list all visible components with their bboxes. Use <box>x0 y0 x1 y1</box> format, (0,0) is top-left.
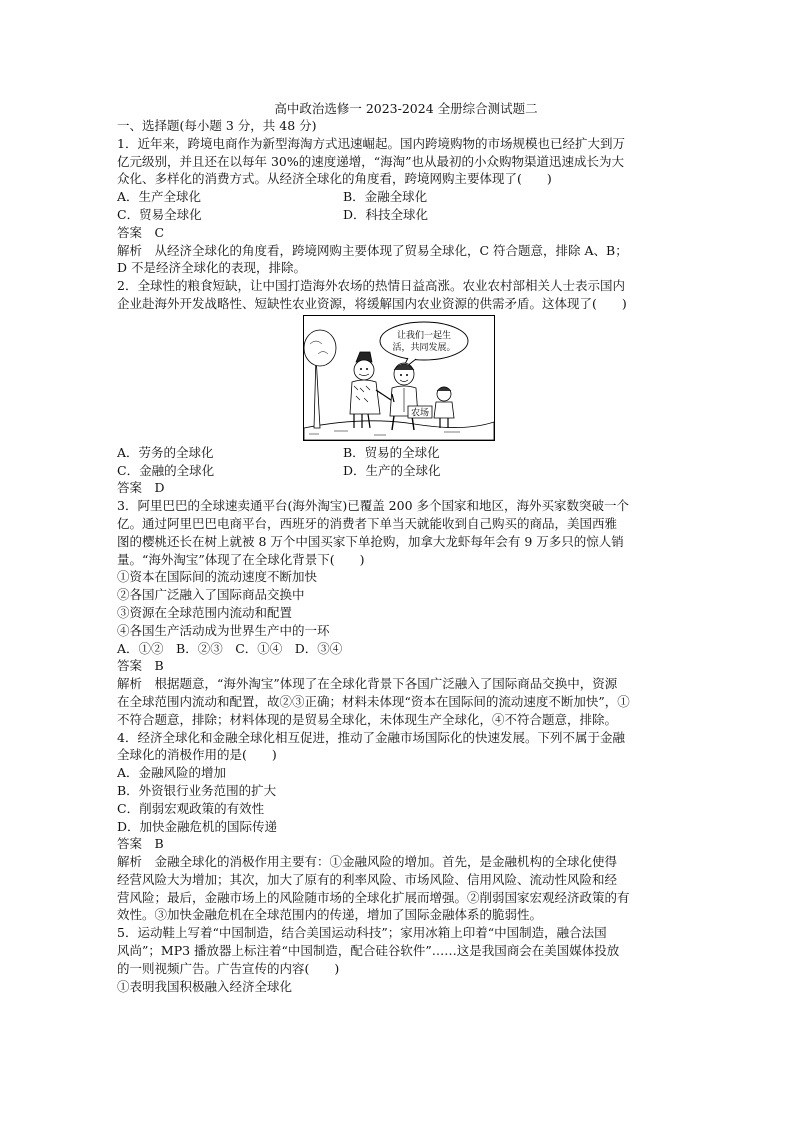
q3-stem-line: 3．阿里巴巴的全球速卖通平台(海外淘宝)已覆盖 200 多个国家和地区，海外买家数突破一个 <box>117 498 630 514</box>
q4-analysis-line: 经营风险大为增加；其次，加大了原有的利率风险、市场风险、信用风险、流动性风险和经 <box>117 871 618 887</box>
bubble-line-2: 活，共同发展。 <box>392 342 456 353</box>
q5-stem-line: 5．运动鞋上写着“中国制造，结合美国运动科技”；家用冰箱上印着“中国制造，融合法国 <box>117 925 607 941</box>
q5-stem-line: 风尚”；MP3 播放器上标注着“中国制造，配合硅谷软件”……这是我国商会在美国媒体投放 <box>117 943 620 959</box>
q1-option-a: A．生产全球化 <box>117 189 202 205</box>
q4-option-b: B．外资银行业务范围的扩大 <box>117 782 277 798</box>
q4-option-d: D．加快金融危机的国际传递 <box>117 818 278 834</box>
q1-analysis-line: D 不是经济全球化的表现，排除。 <box>117 260 306 276</box>
question-5 <box>117 924 680 995</box>
q1-option-c: C．贸易全球化 <box>117 206 202 222</box>
q4-analysis-line: 效性。③加快金融危机在全球范围内的传递，增加了国际金融体系的脆弱性。 <box>117 907 543 923</box>
q3-options: A．①② B．②③ C．①④ D．③④ <box>117 640 343 656</box>
q1-option-b: B．金融全球化 <box>343 189 428 205</box>
q1-answer: 答案 C <box>117 224 165 240</box>
q3-analysis-line: 在全球范围内流动和配置，故②③正确；材料未体现“资本在国际间的流动速度不断加快”，① <box>117 693 630 709</box>
question-1 <box>117 135 680 277</box>
document-page <box>117 100 680 995</box>
q2-option-d: D．生产的全球化 <box>343 462 441 478</box>
question-2 <box>117 277 680 497</box>
q3-analysis-line: 不符合题意，排除；材料体现的是贸易全球化，未体现生产全球化，④不符合题意，排除。 <box>117 711 618 727</box>
q4-analysis-line: 解析 金融全球化的消极作用主要有：①金融风险的增加。首先，是金融机构的全球化使得 <box>117 854 618 870</box>
q1-stem-line: 众化、多样化的消费方式。从经济全球化的角度看，跨境网购主要体现了( ) <box>117 171 552 187</box>
cartoon-figure <box>303 315 495 441</box>
question-3 <box>117 497 680 728</box>
q4-stem-line: 全球化的消极作用的是( ) <box>117 747 277 763</box>
q4-stem-line: 4．经济全球化和金融全球化相互促进，推动了金融市场国际化的快速发展。下列不属于金融 <box>117 729 625 745</box>
q3-stem-line: 亿。通过阿里巴巴电商平台，西班牙的消费者下单当天就能收到自己购买的商品，美国西雅 <box>117 515 618 531</box>
q3-stem-line: 量。“海外淘宝”体现了在全球化背景下( ) <box>117 551 365 567</box>
q1-analysis-line: 解析 从经济全球化的角度看，跨境网购主要体现了贸易全球化，C 符合题意，排除 A、B； <box>117 242 628 258</box>
q2-stem-line: 2．全球性的粮食短缺，让中国打造海外农场的热情日益高涨。农业农村部相关人士表示国内 <box>117 278 625 294</box>
q3-item: ③资源在全球范围内流动和配置 <box>117 604 293 620</box>
q1-stem-line: 1．近年来，跨境电商作为新型海淘方式迅速崛起。国内跨境购物的市场规模也已经扩大到万 <box>117 135 625 151</box>
q2-option-b: B．贸易的全球化 <box>343 444 440 460</box>
q1-option-d: D．科技全球化 <box>343 206 429 222</box>
q2-stem-line: 企业赴海外开发战略性、短缺性农业资源，将缓解国内农业资源的供需矛盾。这体现了( ) <box>117 295 627 311</box>
q3-analysis-line: 解析 根据题意，“海外淘宝”体现了在全球化背景下各国广泛融入了国际商品交换中，资源 <box>117 676 618 692</box>
q4-option-a: A．金融风险的增加 <box>117 765 227 781</box>
q3-item: ④各国生产活动成为世界生产中的一环 <box>117 622 330 638</box>
q5-stem-line: 的一则视频广告。广告宣传的内容( ) <box>117 960 340 976</box>
q2-option-c: C．金融的全球化 <box>117 462 215 478</box>
q4-option-c: C．削弱宏观政策的有效性 <box>117 800 265 816</box>
section-heading: 一、选择题(每小题 3 分，共 48 分) <box>117 118 317 133</box>
q3-answer: 答案 B <box>117 658 164 674</box>
q1-stem-line: 亿元级别，并且还在以每年 30%的速度递增，“海淘”也从最初的小众购物渠道迅速成长为大 <box>117 153 625 169</box>
bubble-line-1: 让我们一起生 <box>396 330 452 341</box>
q3-stem-line: 图的樱桃还长在树上就被 8 万个中国买家下单抢购，加拿大龙虾每年会有 9 万多只的惊人销 <box>117 533 624 549</box>
page-title: 高中政治选修一 2023-2024 全册综合测试题二 <box>274 101 538 116</box>
q4-analysis-line: 营风险；最后，金融市场上的风险随市场的全球化扩展而增强。②削弱国家宏观经济政策的有 <box>117 889 630 905</box>
farm-sign: 农场 <box>410 408 430 419</box>
q3-item: ②各国广泛融入了国际商品交换中 <box>117 587 305 603</box>
question-4 <box>117 729 680 925</box>
q2-option-a: A．劳务的全球化 <box>117 444 214 460</box>
q5-item: ①表明我国积极融入经济全球化 <box>117 978 293 994</box>
cartoon-illustration <box>304 316 494 440</box>
q4-answer: 答案 B <box>117 836 164 852</box>
q2-answer: 答案 D <box>117 480 165 496</box>
q3-item: ①资本在国际间的流动速度不断加快 <box>117 569 318 585</box>
